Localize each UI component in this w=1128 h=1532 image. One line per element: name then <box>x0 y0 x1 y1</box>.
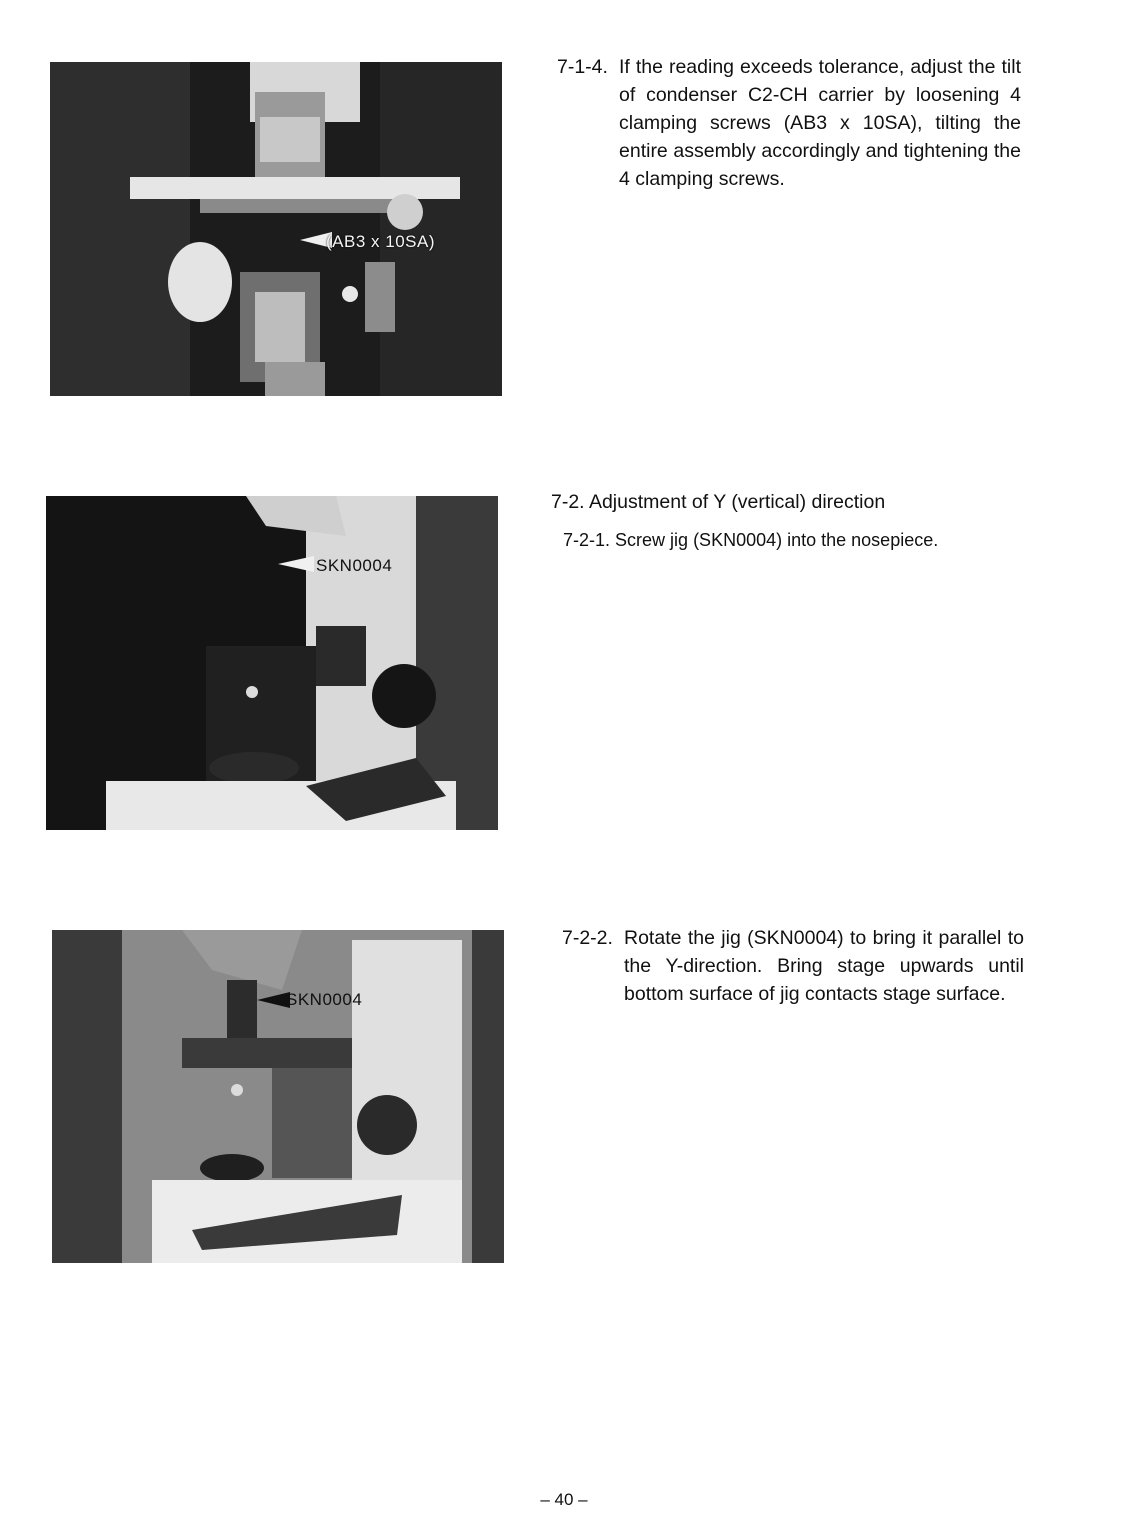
section-number: 7-2-1. <box>563 530 611 550</box>
photo-callout-label: (AB3 x 10SA) <box>326 232 435 251</box>
section-7-2-1 <box>563 526 938 554</box>
photo-jig-nosepiece <box>46 496 498 830</box>
photo-callout-label: SKN0004 <box>316 556 393 575</box>
photo-jig-stage <box>52 930 504 1263</box>
page-number: – 40 – <box>540 1490 588 1509</box>
section-text: Screw jig (SKN0004) into the nosepiece. <box>615 530 939 550</box>
section-text: If the reading exceeds tolerance, adjust the tilt of condenser C2-CH carrier by loosening 4 clamping screws (AB3 x 10SA), tilting the entire assembly accordingly and tightening the 4 clamping screws. <box>619 56 1021 190</box>
section-number: 7-2-2. <box>562 927 613 949</box>
photo-jig-stage-image <box>52 930 504 1263</box>
section-number: 7-2. <box>551 491 585 513</box>
section-7-2-2 <box>562 924 1024 1008</box>
section-text: Rotate the jig (SKN0004) to bring it parallel to the Y-direction. Bring stage upwards until bottom surface of jig contacts stage surface. <box>624 927 1024 1005</box>
section-number: 7-1-4. <box>557 56 608 78</box>
photo-condenser-carrier-image <box>50 62 502 396</box>
section-title: Adjustment of Y (vertical) direction <box>588 491 886 513</box>
photo-condenser-carrier <box>50 62 502 396</box>
photo-jig-nosepiece-image <box>46 496 498 830</box>
photo-callout-label: SKN0004 <box>286 990 363 1009</box>
section-7-1-4 <box>557 53 1021 193</box>
section-7-2-heading <box>551 488 885 516</box>
